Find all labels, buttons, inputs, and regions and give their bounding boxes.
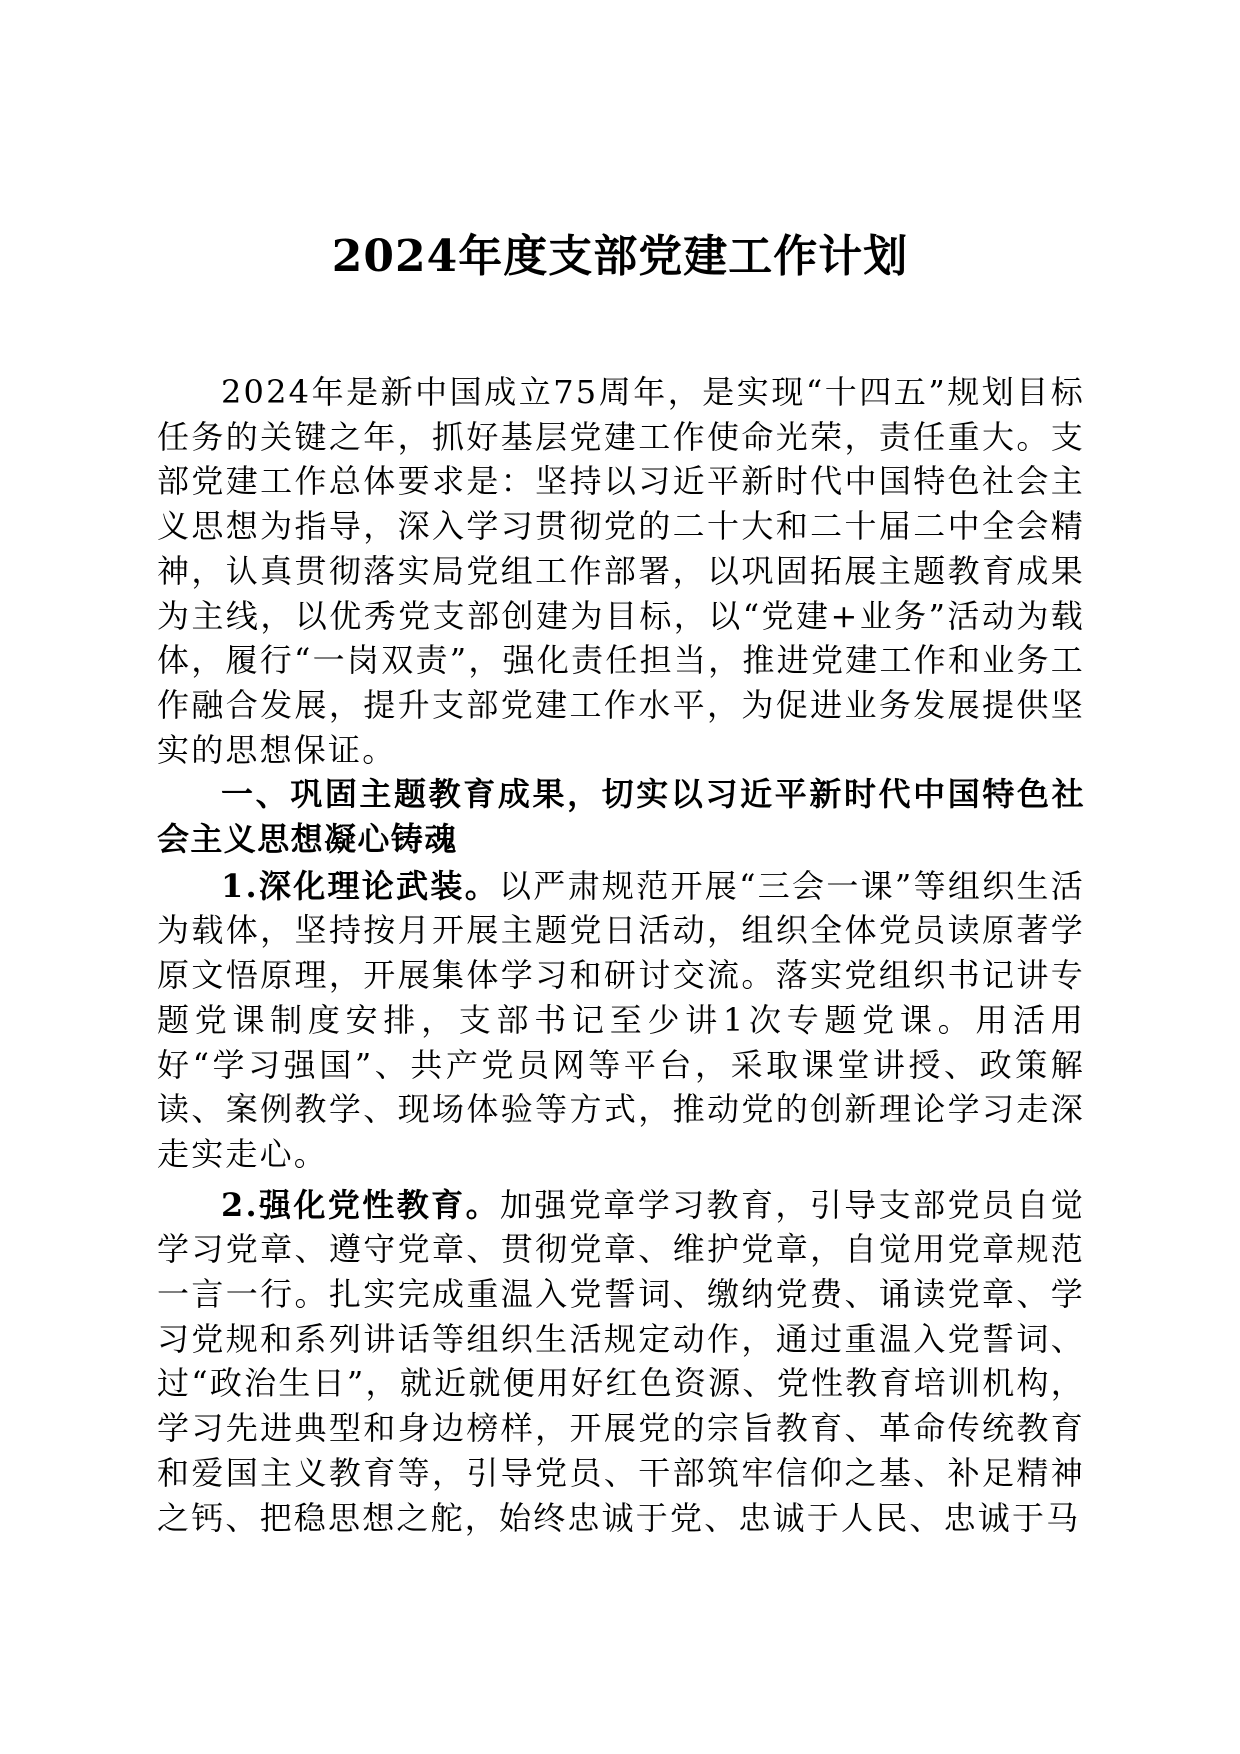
item-2-text: 加强党章学习教育，引导支部党员自觉学习党章、遵守党章、贯彻党章、维护党章，自觉用党章规范一言一行。扎实完成重温入党誓词、缴纳党费、诵读党章、学习党规和系列讲话等组织生活规定动作，通过重温入党誓词、过“政治生日”，就近就便用好红色资源、党性教育培训机构，学习先进典型和身边榜样，开展党的宗旨教育、革命传统教育和爱国主义教育等，引导党员、干部筑牢信仰之基、补足精神之钙、把稳思想之舵，始终忠诚于党、忠诚于人民、忠诚于马	[157, 1185, 1085, 1537]
intro-paragraph: 2024年是新中国成立75周年，是实现“十四五”规划目标任务的关键之年，抓好基层党建工作使命光荣，责任重大。支部党建工作总体要求是：坚持以习近平新时代中国特色社会主义思想为指导，深入学习贯彻党的二十大和二十届二中全会精神，认真贯彻落实局党组工作部署，以巩固拓展主题教育成果为主线，以优秀党支部创建为目标，以“党建+业务”活动为载体，履行“一岗双责”，强化责任担当，推进党建工作和业务工作融合发展，提升支部党建工作水平，为促进业务发展提供坚实的思想保证。	[157, 373, 1085, 769]
item-2-lead: 2.强化党性教育。	[221, 1185, 500, 1224]
document-body	[157, 370, 1085, 1540]
document-title: 2024年度支部党建工作计划	[331, 231, 909, 282]
section-1-heading: 一、巩固主题教育成果，切实以习近平新时代中国特色社会主义思想凝心铸魂	[157, 775, 1085, 859]
item-1-text: 以严肃规范开展“三会一课”等组织生活为载体，坚持按月开展主题党日活动，组织全体党员读原著学原文悟原理，开展集体学习和研讨交流。落实党组织书记讲专题党课制度安排，支部书记至少讲1次专题党课。用活用好“学习强国”、共产党员网等平台，采取课堂讲授、政策解读、案例教学、现场体验等方式，推动党的创新理论学习走深走实走心。	[157, 866, 1085, 1173]
item-1-paragraph	[157, 864, 1085, 1177]
item-2-paragraph	[157, 1183, 1085, 1541]
item-1-lead: 1.深化理论武装。	[221, 866, 499, 905]
